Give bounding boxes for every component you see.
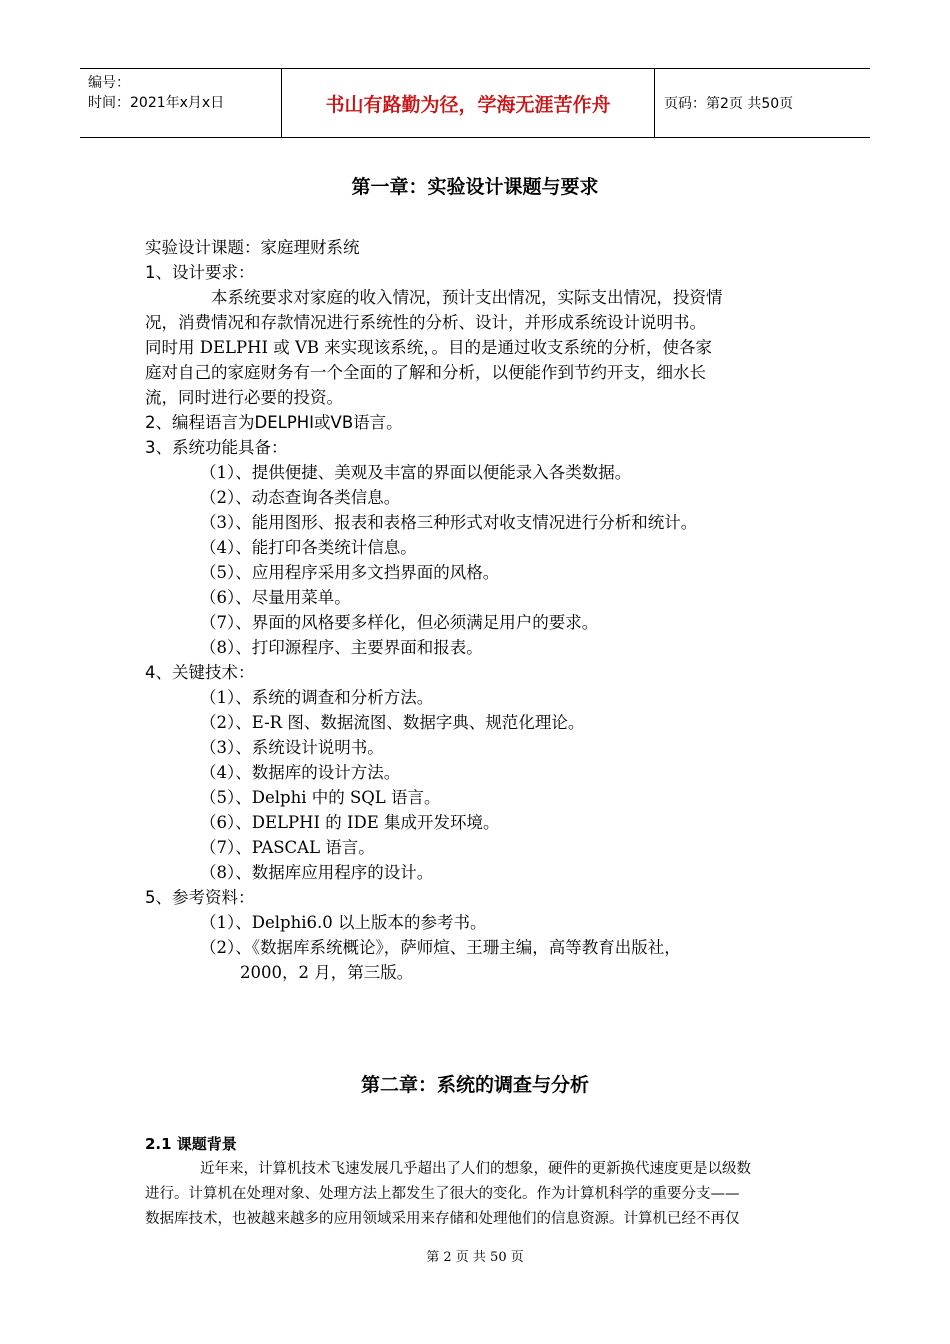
list-item: （5）、Delphi 中的 SQL 语言。: [200, 788, 441, 807]
req-line: 同时用 DELPHI 或 VB 来实现该系统，。目的是通过收支系统的分析，使各家: [145, 338, 713, 357]
topic-line: 实验设计课题：家庭理财系统: [145, 238, 360, 257]
req-heading: 1、设计要求：: [145, 263, 255, 282]
tech-heading: 4、关键技术：: [145, 663, 255, 682]
list-item: （4）、能打印各类统计信息。: [200, 538, 417, 557]
list-item: （3）、系统设计说明书。: [200, 738, 384, 757]
lang-heading: 2、编程语言为DELPHI或VB语言。: [145, 413, 403, 432]
page-footer: 第 2 页 共 50 页: [426, 1250, 524, 1265]
list-item: （3）、能用图形、报表和表格三种形式对收支情况进行分析和统计。: [200, 513, 698, 532]
page-header: [80, 68, 870, 138]
body-line: 进行。计算机在处理对象、处理方法上都发生了很大的变化。作为计算机科学的重要分支——: [145, 1186, 740, 1202]
list-item: （8）、打印源程序、主要界面和报表。: [200, 638, 483, 657]
list-item: （5）、应用程序采用多文挡界面的风格。: [200, 563, 500, 582]
list-item: （7）、界面的风格要多样化，但必须满足用户的要求。: [200, 613, 599, 632]
list-item: （1）、系统的调查和分析方法。: [200, 688, 434, 707]
number-label: 编号：: [88, 75, 130, 91]
chapter2-title: 第二章：系统的调查与分析: [360, 1074, 589, 1096]
req-line: 流，同时进行必要的投资。: [145, 388, 343, 407]
section-heading: 2.1 课题背景: [145, 1135, 237, 1153]
req-line: 庭对自己的家庭财务有一个全面的了解和分析，以便能作到节约开支，细水长: [145, 363, 706, 382]
date-label: 时间：2021年x月x日: [88, 95, 225, 111]
list-item: （1）、Delphi6.0 以上版本的参考书。: [200, 913, 487, 932]
list-item: （1）、提供便捷、美观及丰富的界面以便能录入各类数据。: [200, 463, 632, 482]
body-line: 数据库技术，也被越来越多的应用领域采用来存储和处理他们的信息资源。计算机已经不再仅: [145, 1211, 740, 1227]
req-line: 况，消费情况和存款情况进行系统性的分析、设计，并形成系统设计说明书。: [145, 313, 706, 332]
func-heading: 3、系统功能具备：: [145, 438, 288, 457]
list-item: （6）、DELPHI 的 IDE 集成开发环境。: [200, 813, 500, 832]
list-item: （2）、动态查询各类信息。: [200, 488, 401, 507]
list-item: （2）、《数据库系统概论》，萨师煊、王珊主编，高等教育出版社，: [200, 938, 681, 957]
list-item: （2）、E-R 图、数据流图、数据字典、规范化理论。: [200, 713, 585, 732]
ref-heading: 5、参考资料：: [145, 888, 255, 907]
body-line: 近年来，计算机技术飞速发展几乎超出了人们的想象，硬件的更新换代速度更是以级数: [200, 1161, 751, 1177]
list-item: （6）、尽量用菜单。: [200, 588, 351, 607]
chapter1-title: 第一章：实验设计课题与要求: [351, 176, 599, 198]
req-line: 本系统要求对家庭的收入情况，预计支出情况，实际支出情况，投资情: [211, 288, 723, 307]
list-item: 2000，2 月，第三版。: [240, 963, 414, 982]
list-item: （7）、PASCAL 语言。: [200, 838, 375, 857]
list-item: （4）、数据库的设计方法。: [200, 763, 401, 782]
page-label: 页码：第2页 共50页: [664, 96, 794, 112]
header-info: [88, 73, 278, 113]
motto: 书山有路勤为径，学海无涯苦作舟: [281, 69, 655, 137]
list-item: （8）、数据库应用程序的设计。: [200, 863, 434, 882]
